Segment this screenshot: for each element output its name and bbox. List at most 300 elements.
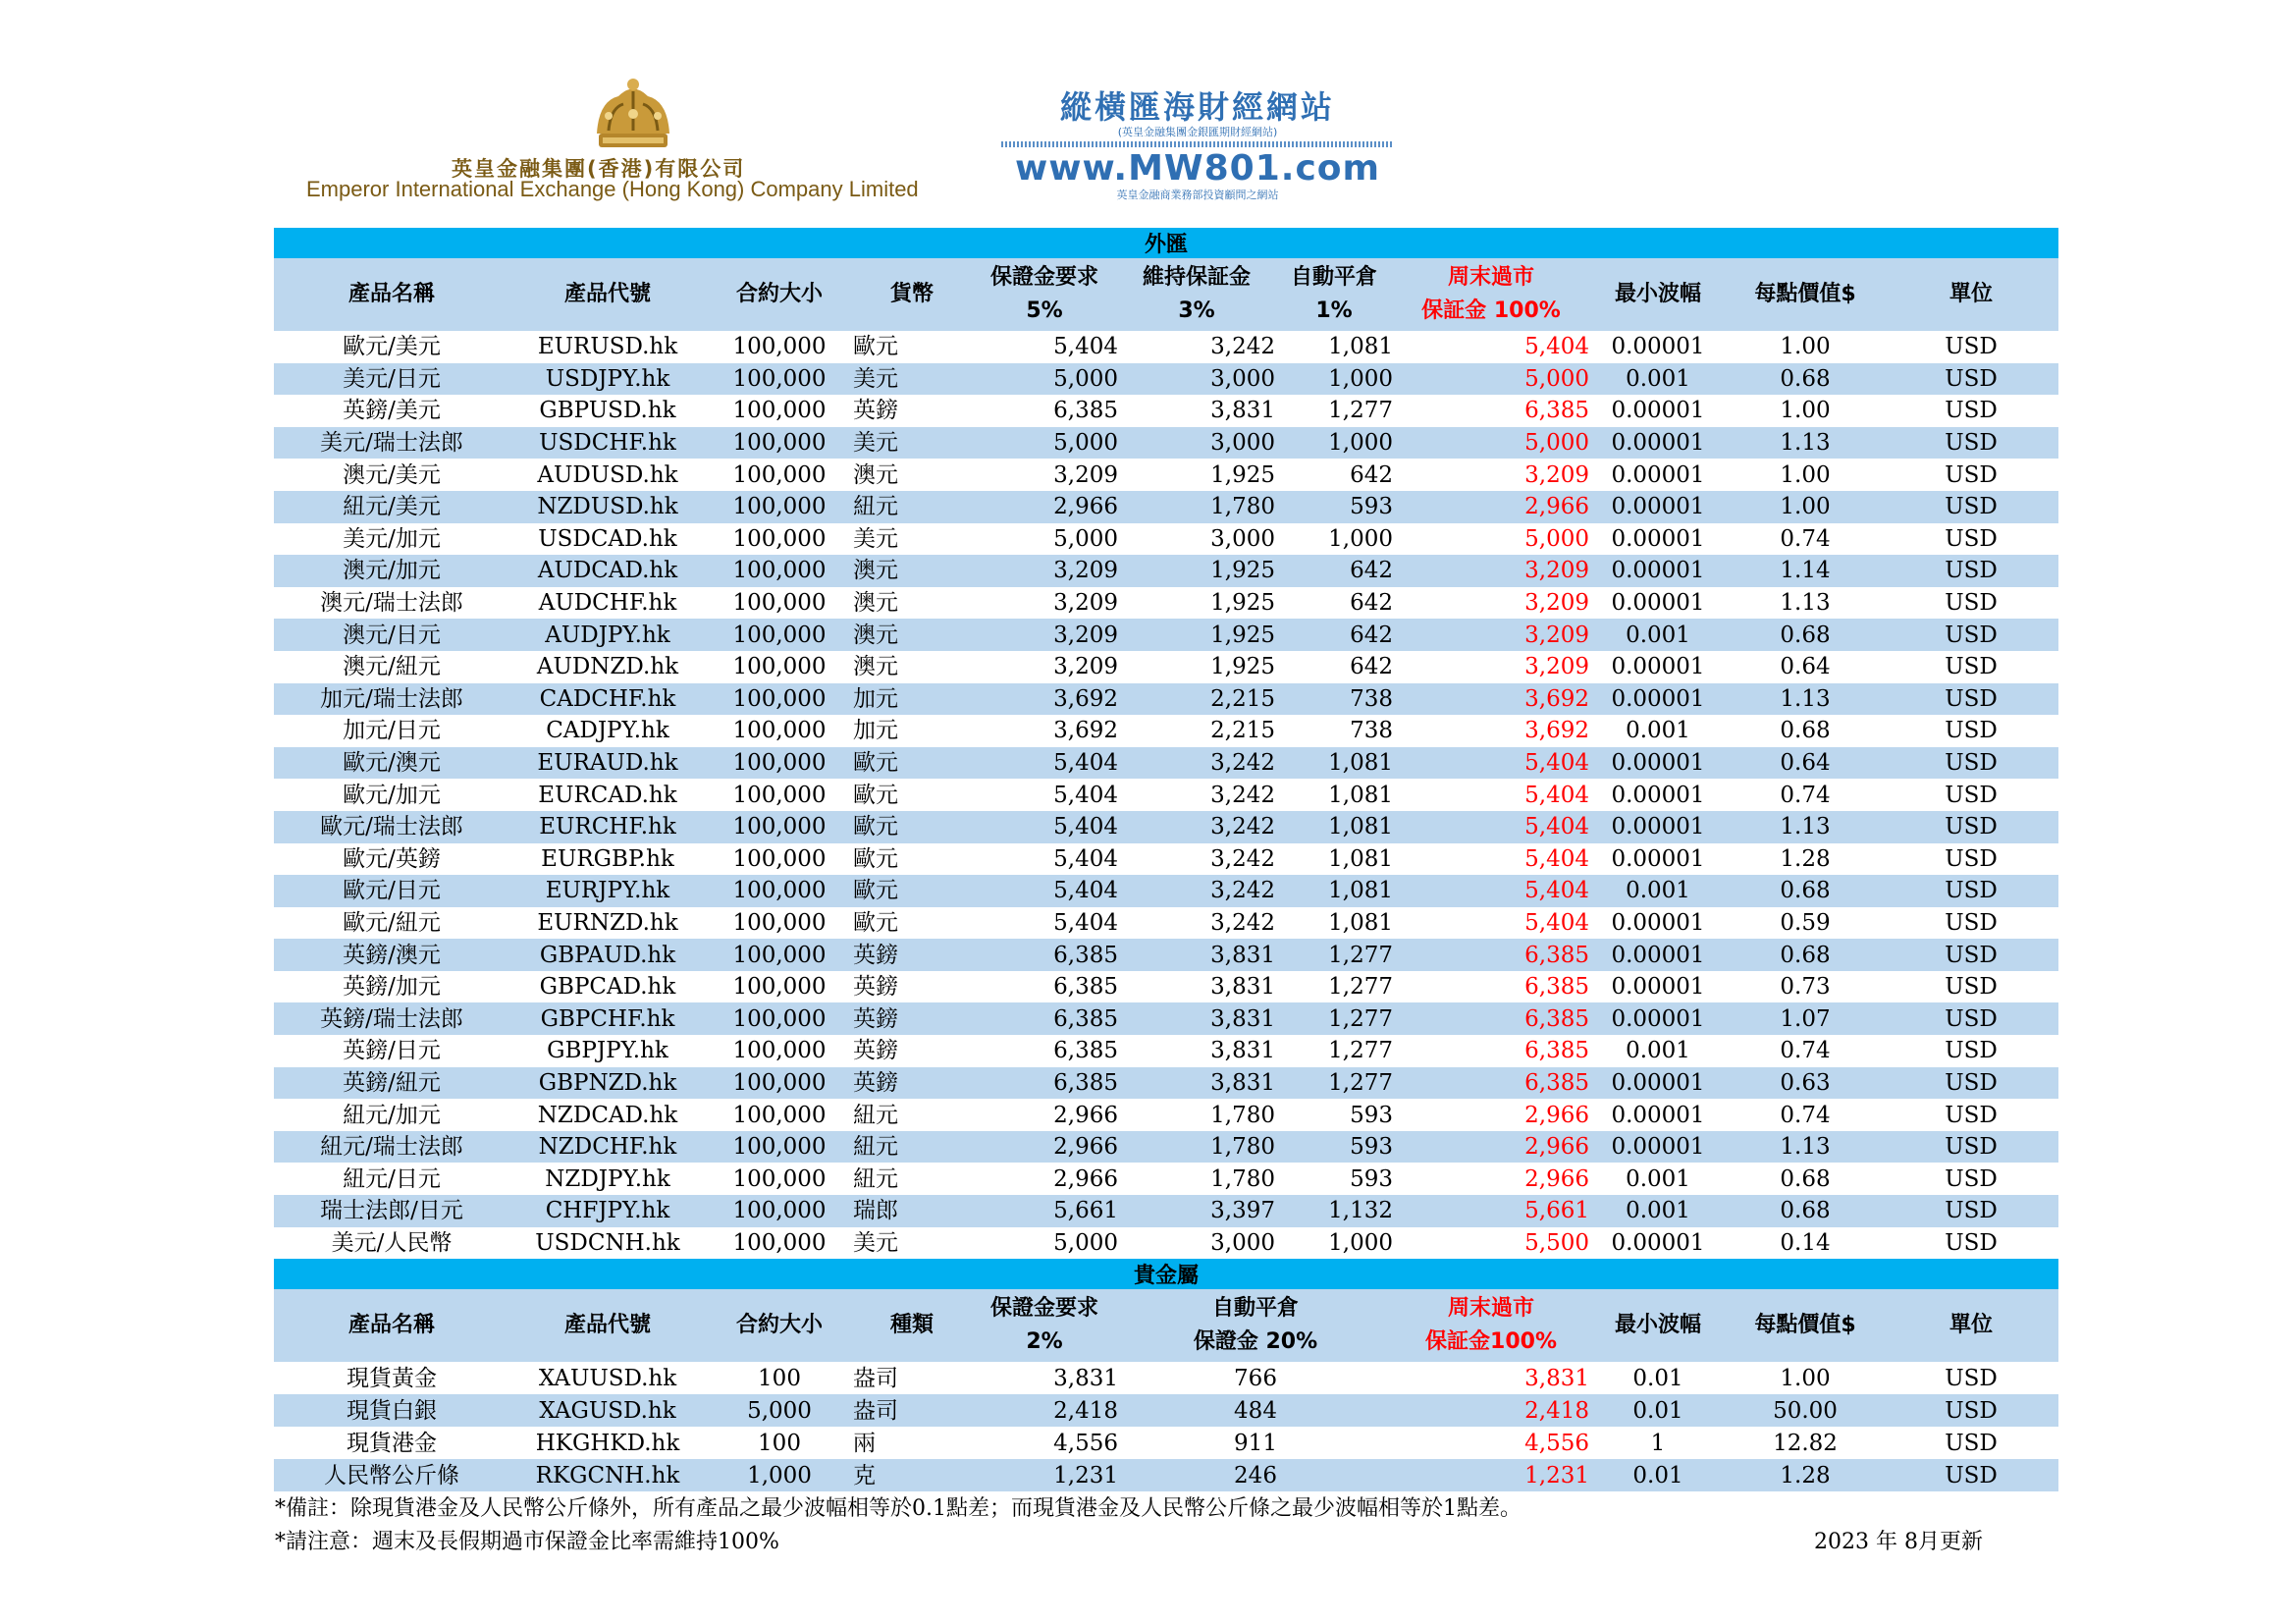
table-row <box>274 1227 2058 1260</box>
currency: 歐元 <box>853 875 971 907</box>
margin: 5,404 <box>971 811 1118 843</box>
min-tick: 0.00001 <box>1611 782 1705 808</box>
currency: 歐元 <box>853 782 898 808</box>
min-tick: 0.00001 <box>1589 747 1727 780</box>
auto-close: 593 <box>1350 1165 1393 1192</box>
weekend-margin: 3,209 <box>1524 654 1589 680</box>
product-code: EURGBP.hk <box>541 845 674 872</box>
currency: 英鎊 <box>853 974 898 1001</box>
table-row <box>274 1163 2058 1195</box>
auto-close: 1,277 <box>1275 1002 1393 1035</box>
maintenance-margin: 3,242 <box>1118 875 1275 907</box>
product-name: 英鎊/瑞士法郎 <box>274 1002 509 1035</box>
margin: 6,385 <box>1053 1038 1118 1064</box>
margin: 3,209 <box>1053 590 1118 617</box>
table-row <box>274 683 2058 716</box>
forex-section-header <box>274 228 2058 258</box>
contract-size: 100,000 <box>706 619 853 651</box>
tick-value: 0.68 <box>1727 619 1884 651</box>
unit: USD <box>1945 1365 1998 1391</box>
maintenance-margin: 1,780 <box>1210 1165 1275 1192</box>
tick-value: 0.68 <box>1727 875 1884 907</box>
maintenance-margin: 3,000 <box>1118 427 1275 460</box>
maintenance-margin: 3,831 <box>1210 974 1275 1001</box>
auto-close: 1,277 <box>1328 974 1393 1001</box>
product-name: 美元/人民幣 <box>331 1229 453 1256</box>
weekend-margin: 5,000 <box>1524 525 1589 552</box>
auto-close: 1,277 <box>1275 939 1393 971</box>
margin: 6,385 <box>1053 974 1118 1001</box>
weekend-sub: 保証金 100% <box>1421 298 1561 323</box>
col-header-maintenance <box>1118 258 1275 331</box>
auto-close: 738 <box>1350 718 1393 744</box>
unit: USD <box>1945 398 1998 424</box>
weekend-label: 周末過市 <box>1447 1296 1534 1322</box>
col-header-tick-value: 每點價值$ <box>1727 258 1884 331</box>
product-code: USDCHF.hk <box>509 427 706 460</box>
product-name: 歐元/日元 <box>274 875 509 907</box>
product-name: 歐元/美元 <box>343 334 441 360</box>
metals-section-title: 貴金屬 <box>274 1259 2058 1289</box>
unit: USD <box>1884 555 2058 587</box>
margin: 5,404 <box>1053 845 1118 872</box>
product-name: 歐元/加元 <box>343 782 441 808</box>
maintenance-margin: 3,831 <box>1210 398 1275 424</box>
weekend-margin: 5,404 <box>1524 782 1589 808</box>
min-tick: 0.00001 <box>1589 427 1727 460</box>
table-row <box>274 363 2058 396</box>
table-row <box>274 587 2058 620</box>
site-note: 英皇金融商業務部投資顧問之網站 <box>1116 189 1279 201</box>
margin: 2,966 <box>971 1131 1118 1164</box>
contract-size: 100,000 <box>732 590 827 617</box>
col-header-margin <box>971 258 1118 331</box>
weekend-margin: 3,209 <box>1393 555 1589 587</box>
product-name: 加元/日元 <box>343 718 441 744</box>
product-name: 紐元/瑞士法郎 <box>274 1131 509 1164</box>
unit: USD <box>1884 939 2058 971</box>
tick-value: 1.14 <box>1727 555 1884 587</box>
site-url-link[interactable]: www.MW801.com <box>1014 148 1381 189</box>
product-name: 英鎊/澳元 <box>274 939 509 971</box>
maintenance-margin: 3,242 <box>1210 845 1275 872</box>
auto-close: 1,000 <box>1328 1229 1393 1256</box>
col-header-size: 合約大小 <box>706 258 853 331</box>
min-tick: 0.00001 <box>1611 909 1705 936</box>
min-tick: 0.00001 <box>1589 1131 1727 1164</box>
product-name: 澳元/美元 <box>343 461 441 488</box>
product-code: USDJPY.hk <box>509 363 706 396</box>
product-name: 紐元/美元 <box>274 491 509 523</box>
contract-size: 100 <box>758 1430 801 1456</box>
product-name: 英鎊/日元 <box>343 1038 441 1064</box>
type: 兩 <box>853 1430 876 1456</box>
auto-close: 642 <box>1350 461 1393 488</box>
maintenance-margin: 3,831 <box>1210 1038 1275 1064</box>
margin: 5,000 <box>1053 525 1118 552</box>
min-tick: 0.00001 <box>1611 398 1705 424</box>
margin-label: 保證金要求 <box>989 265 1098 290</box>
contract-size: 100,000 <box>732 909 827 936</box>
weekend-margin: 5,661 <box>1393 1195 1589 1227</box>
col-header-code: 產品代號 <box>509 1289 706 1362</box>
product-name: 美元/加元 <box>343 525 441 552</box>
table-row <box>274 523 2058 556</box>
product-name: 加元/瑞士法郎 <box>274 683 509 716</box>
product-name: 瑞士法郎/日元 <box>274 1195 509 1227</box>
maintenance-label: 維持保証金 <box>1142 265 1251 290</box>
unit: USD <box>1945 1038 1998 1064</box>
tick-value: 1.13 <box>1727 1131 1884 1164</box>
auto-close: 593 <box>1350 1102 1393 1128</box>
type: 克 <box>853 1459 971 1491</box>
unit: USD <box>1884 747 2058 780</box>
auto-close: 1,081 <box>1328 334 1393 360</box>
contract-size: 100,000 <box>706 811 853 843</box>
company-name-en: Emperor International Exchange (Hong Kong) Company Limited <box>306 177 919 201</box>
tick-value: 0.74 <box>1780 782 1831 808</box>
margin: 5,404 <box>971 747 1118 780</box>
product-name: 美元/日元 <box>274 363 509 396</box>
contract-size: 100,000 <box>706 683 853 716</box>
weekend-margin: 3,209 <box>1524 590 1589 617</box>
product-code: AUDJPY.hk <box>509 619 706 651</box>
weekend-margin: 5,000 <box>1393 427 1589 460</box>
margin: 1,231 <box>971 1459 1118 1491</box>
product-name: 英鎊/紐元 <box>274 1067 509 1100</box>
maintenance-margin: 3,242 <box>1210 334 1275 360</box>
contract-size: 100,000 <box>732 782 827 808</box>
product-code: EURUSD.hk <box>537 334 678 360</box>
unit: USD <box>1884 683 2058 716</box>
min-tick: 0.001 <box>1589 875 1727 907</box>
maintenance-margin: 3,000 <box>1210 525 1275 552</box>
auto-close: 642 <box>1350 654 1393 680</box>
company-name-cn: 英皇金融集團(香港)有限公司 <box>452 157 746 181</box>
currency: 英鎊 <box>853 1038 898 1064</box>
weekend-margin: 5,404 <box>1393 747 1589 780</box>
contract-size: 100,000 <box>706 1002 853 1035</box>
update-date: 2023 年 8月更新 <box>1814 1530 1983 1554</box>
unit: USD <box>1945 1229 1998 1256</box>
table-row <box>274 395 2058 427</box>
unit: USD <box>1884 1002 2058 1035</box>
currency: 英鎊 <box>853 1067 971 1100</box>
maintenance-margin: 1,780 <box>1118 1131 1275 1164</box>
table-row <box>274 1067 2058 1100</box>
product-code: EURAUD.hk <box>509 747 706 780</box>
min-tick: 0.001 <box>1626 1165 1690 1192</box>
tick-value: 1.07 <box>1727 1002 1884 1035</box>
margin: 2,966 <box>1053 1102 1118 1128</box>
product-code: EURJPY.hk <box>509 875 706 907</box>
contract-size: 100,000 <box>706 491 853 523</box>
min-tick: 0.01 <box>1589 1394 1727 1427</box>
auto-close-pct: 1% <box>1315 298 1353 323</box>
currency: 紐元 <box>853 491 971 523</box>
weekend-margin: 5,500 <box>1524 1229 1589 1256</box>
auto-close-sub: 保證金 20% <box>1193 1329 1318 1355</box>
currency: 歐元 <box>853 909 898 936</box>
unit: USD <box>1884 811 2058 843</box>
table-row <box>274 1035 2058 1067</box>
contract-size: 100,000 <box>706 1067 853 1100</box>
weekend-margin: 6,385 <box>1524 974 1589 1001</box>
product-code: NZDJPY.hk <box>545 1165 670 1192</box>
maintenance-margin: 2,215 <box>1210 718 1275 744</box>
currency: 加元 <box>853 718 898 744</box>
table-row <box>274 907 2058 940</box>
table-row <box>274 1427 2058 1459</box>
footnotes <box>275 1492 2061 1559</box>
contract-size: 100,000 <box>732 1165 827 1192</box>
contract-size: 100,000 <box>732 398 827 424</box>
margin: 2,418 <box>971 1394 1118 1427</box>
tick-value: 0.64 <box>1727 747 1884 780</box>
table-row <box>274 459 2058 491</box>
min-tick: 0.00001 <box>1611 654 1705 680</box>
auto-close: 911 <box>1234 1430 1277 1456</box>
min-tick: 0.00001 <box>1589 1067 1727 1100</box>
product-code: AUDCHF.hk <box>538 590 677 617</box>
contract-size: 100,000 <box>732 525 827 552</box>
unit: USD <box>1945 909 1998 936</box>
auto-close: 1,081 <box>1328 782 1393 808</box>
min-tick: 0.00001 <box>1589 811 1727 843</box>
auto-close: 642 <box>1275 619 1393 651</box>
metals-column-headers <box>274 1289 2058 1362</box>
product-name: 澳元/紐元 <box>343 654 441 680</box>
min-tick: 0.01 <box>1632 1365 1683 1391</box>
weekend-label: 周末過市 <box>1447 265 1534 290</box>
product-code: HKGHKD.hk <box>535 1430 680 1456</box>
col-header-weekend <box>1393 258 1589 331</box>
product-name: 歐元/英鎊 <box>343 845 441 872</box>
col-header-auto-close <box>1275 258 1393 331</box>
weekend-margin: 5,404 <box>1524 909 1589 936</box>
col-header-tick-value: 每點價值$ <box>1727 1289 1884 1362</box>
table-row <box>274 1131 2058 1164</box>
col-header-type: 種類 <box>853 1289 971 1362</box>
contract-size: 100,000 <box>732 974 827 1001</box>
auto-close: 1,081 <box>1275 875 1393 907</box>
maintenance-margin: 3,242 <box>1118 747 1275 780</box>
weekend-margin: 5,404 <box>1524 845 1589 872</box>
contract-size: 100,000 <box>732 654 827 680</box>
tick-value: 12.82 <box>1773 1430 1838 1456</box>
weekend-margin: 3,209 <box>1393 619 1589 651</box>
product-name: 紐元/加元 <box>343 1102 441 1128</box>
product-code: GBPCAD.hk <box>539 974 676 1001</box>
product-name: 歐元/瑞士法郎 <box>274 811 509 843</box>
tick-value: 0.73 <box>1780 974 1831 1001</box>
unit: USD <box>1884 1131 2058 1164</box>
site-title: 縱橫匯海財經網站 <box>1059 88 1335 126</box>
tick-value: 1.28 <box>1727 1459 1884 1491</box>
min-tick: 0.00001 <box>1589 939 1727 971</box>
maintenance-margin: 1,925 <box>1118 555 1275 587</box>
currency: 澳元 <box>853 654 898 680</box>
product-name: 英鎊/美元 <box>343 398 441 424</box>
currency: 澳元 <box>853 590 898 617</box>
margin: 6,385 <box>971 1002 1118 1035</box>
weekend-margin: 2,966 <box>1524 1165 1589 1192</box>
product-code: EURCAD.hk <box>538 782 677 808</box>
table-row <box>274 779 2058 811</box>
margin: 5,404 <box>1053 909 1118 936</box>
min-tick: 0.00001 <box>1611 845 1705 872</box>
contract-size: 5,000 <box>706 1394 853 1427</box>
col-header-weekend <box>1393 1289 1589 1362</box>
weekend-margin: 5,404 <box>1393 811 1589 843</box>
currency: 美元 <box>853 1229 898 1256</box>
product-name: 澳元/加元 <box>274 555 509 587</box>
contract-size: 100,000 <box>706 1131 853 1164</box>
currency: 紐元 <box>853 1165 898 1192</box>
unit: USD <box>1945 974 1998 1001</box>
crown-icon <box>579 77 687 155</box>
table-row <box>274 491 2058 523</box>
margin: 5,661 <box>971 1195 1118 1227</box>
weekend-margin: 6,385 <box>1524 398 1589 424</box>
tick-value: 1.13 <box>1727 683 1884 716</box>
margin: 3,209 <box>1053 654 1118 680</box>
contract-size: 1,000 <box>706 1459 853 1491</box>
unit: USD <box>1884 1067 2058 1100</box>
weekend-margin: 3,692 <box>1393 683 1589 716</box>
auto-close: 484 <box>1118 1394 1393 1427</box>
tick-value: 0.74 <box>1780 1038 1831 1064</box>
margin: 3,209 <box>971 619 1118 651</box>
tick-value: 0.64 <box>1780 654 1831 680</box>
contract-size: 100,000 <box>706 1195 853 1227</box>
col-header-min-tick: 最小波幅 <box>1589 1289 1727 1362</box>
tick-value: 1.00 <box>1780 334 1831 360</box>
maintenance-margin: 1,925 <box>1210 461 1275 488</box>
col-header-code: 產品代號 <box>509 258 706 331</box>
maintenance-margin: 1,925 <box>1210 654 1275 680</box>
unit: USD <box>1884 1394 2058 1427</box>
auto-close: 593 <box>1275 1131 1393 1164</box>
unit: USD <box>1945 845 1998 872</box>
product-name: 澳元/日元 <box>274 619 509 651</box>
currency: 澳元 <box>853 619 971 651</box>
table-row <box>274 971 2058 1003</box>
table-row <box>274 811 2058 843</box>
margin: 2,966 <box>971 491 1118 523</box>
product-code: CADCHF.hk <box>509 683 706 716</box>
maintenance-margin: 3,000 <box>1118 363 1275 396</box>
min-tick: 0.00001 <box>1589 491 1727 523</box>
col-header-margin <box>971 1289 1118 1362</box>
maintenance-margin: 3,397 <box>1118 1195 1275 1227</box>
auto-close: 1,277 <box>1328 1038 1393 1064</box>
col-header-auto-close <box>1118 1289 1393 1362</box>
product-name: 歐元/澳元 <box>274 747 509 780</box>
weekend-margin: 2,418 <box>1393 1394 1589 1427</box>
margin: 6,385 <box>971 939 1118 971</box>
min-tick: 0.00001 <box>1589 683 1727 716</box>
contract-size: 100,000 <box>732 461 827 488</box>
tick-value: 1.28 <box>1780 845 1831 872</box>
product-code: NZDCHF.hk <box>509 1131 706 1164</box>
unit: USD <box>1884 1459 2058 1491</box>
table-row <box>274 1394 2058 1427</box>
tick-value: 0.74 <box>1780 525 1831 552</box>
contract-size: 100,000 <box>706 875 853 907</box>
weekend-sub: 保証金100% <box>1425 1329 1557 1355</box>
unit: USD <box>1945 1102 1998 1128</box>
site-banner <box>991 88 1404 202</box>
unit: USD <box>1884 427 2058 460</box>
min-tick: 0.001 <box>1589 363 1727 396</box>
currency: 澳元 <box>853 555 971 587</box>
min-tick: 0.00001 <box>1611 461 1705 488</box>
tick-value: 0.68 <box>1727 1195 1884 1227</box>
tick-value: 1.00 <box>1780 1365 1831 1391</box>
product-name: 澳元/瑞士法郎 <box>320 590 463 617</box>
contract-size: 100,000 <box>732 718 827 744</box>
weekend-margin: 2,966 <box>1524 1102 1589 1128</box>
unit: USD <box>1884 875 2058 907</box>
currency: 紐元 <box>853 1131 971 1164</box>
unit: USD <box>1884 363 2058 396</box>
product-name: 現貨黃金 <box>347 1365 437 1391</box>
margin: 5,000 <box>1053 1229 1118 1256</box>
weekend-margin: 2,966 <box>1393 1131 1589 1164</box>
auto-close: 738 <box>1275 683 1393 716</box>
unit: USD <box>1945 782 1998 808</box>
margin-label: 保證金要求 <box>989 1296 1098 1322</box>
auto-close: 1,000 <box>1275 363 1393 396</box>
tick-value: 0.14 <box>1780 1229 1831 1256</box>
maintenance-margin: 1,780 <box>1118 491 1275 523</box>
currency: 美元 <box>853 363 971 396</box>
min-tick: 0.001 <box>1626 718 1690 744</box>
table-row <box>274 427 2058 460</box>
weekend-margin: 4,556 <box>1524 1430 1589 1456</box>
weekend-margin: 3,831 <box>1524 1365 1589 1391</box>
margin: 3,692 <box>971 683 1118 716</box>
maintenance-margin: 3,831 <box>1118 1002 1275 1035</box>
unit: USD <box>1945 334 1998 360</box>
maintenance-margin: 3,831 <box>1118 939 1275 971</box>
margin: 5,000 <box>971 363 1118 396</box>
margin: 5,404 <box>1053 782 1118 808</box>
product-code: XAUUSD.hk <box>538 1365 677 1391</box>
site-subtitle: (英皇金融集團金銀匯期財經網站) <box>1117 126 1278 138</box>
product-code: USDCAD.hk <box>538 525 677 552</box>
col-header-name: 產品名稱 <box>274 1289 509 1362</box>
currency: 英鎊 <box>853 398 898 424</box>
table-row <box>274 1459 2058 1491</box>
weekend-margin: 2,966 <box>1393 491 1589 523</box>
auto-close: 1,277 <box>1275 1067 1393 1100</box>
unit: USD <box>1884 619 2058 651</box>
currency: 紐元 <box>853 1102 898 1128</box>
product-name: 現貨港金 <box>347 1430 437 1456</box>
margin: 4,556 <box>1053 1430 1118 1456</box>
product-code: USDCNH.hk <box>535 1229 680 1256</box>
weekend-margin: 3,692 <box>1524 718 1589 744</box>
product-name: 英鎊/加元 <box>343 974 441 1001</box>
forex-column-headers <box>274 258 2058 331</box>
unit: USD <box>1945 1165 1998 1192</box>
weekend-margin: 3,209 <box>1524 461 1589 488</box>
auto-close: 246 <box>1118 1459 1393 1491</box>
contract-size: 100 <box>758 1365 801 1391</box>
auto-close: 766 <box>1234 1365 1277 1391</box>
